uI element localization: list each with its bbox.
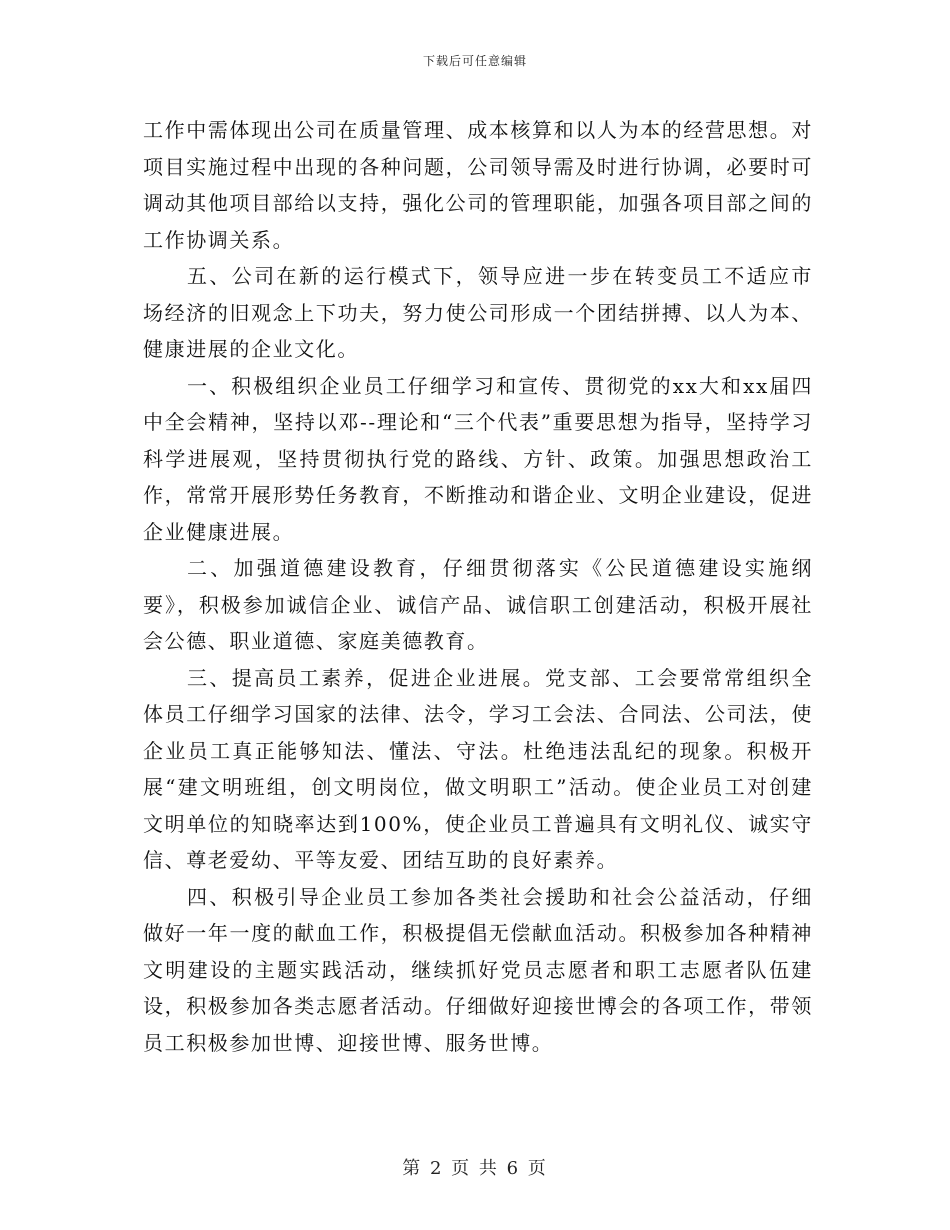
page-header: 下载后可任意编辑	[422, 54, 527, 68]
paragraph-item-4: 四、积极引导企业员工参加各类社会援助和社会公益活动，仔细做好一年一度的献血工作，积极提倡无偿献血活动。积极参加各种精神文明建设的主题实践活动，继续抓好党员志愿者和职工志愿者队伍建设，积极参加各类志愿者活动。仔细做好迎接世博会的各项工作，带领员工积极参加世博、迎接世博、服务世博。	[143, 884, 813, 1055]
page-footer: 第 2 页 共 6 页	[402, 1158, 548, 1179]
paragraph-item-3: 三、提高员工素养，促进企业进展。党支部、工会要常常组织全体员工仔细学习国家的法律、法令，学习工会法、合同法、公司法，使企业员工真正能够知法、懂法、守法。杜绝违法乱纪的现象。积极开展“建文明班组，创文明岗位，做文明职工”活动。使企业员工对创建文明单位的知晓率达到100%，使企业员工普遍具有文明礼仪、诚实守信、尊老爱幼、平等友爱、团结互助的良好素养。	[143, 665, 813, 872]
document-body	[143, 112, 813, 1061]
paragraph-item-2: 二、加强道德建设教育，仔细贯彻落实《公民道德建设实施纲要》，积极参加诚信企业、诚信产品、诚信职工创建活动，积极开展社会公德、职业道德、家庭美德教育。	[143, 556, 813, 653]
paragraph-item-1: 一、积极组织企业员工仔细学习和宣传、贯彻党的xx大和xx届四中全会精神，坚持以邓--理论和“三个代表”重要思想为指导，坚持学习科学进展观，坚持贯彻执行党的路线、方针、政策。加强思想政治工作，常常开展形势任务教育，不断推动和谐企业、文明企业建设，促进企业健康进展。	[143, 373, 813, 544]
paragraph-intro: 工作中需体现出公司在质量管理、成本核算和以人为本的经营思想。对项目实施过程中出现的各种问题，公司领导需及时进行协调，必要时可调动其他项目部给以支持，强化公司的管理职能，加强各项目部之间的工作协调关系。	[143, 118, 813, 252]
paragraph-section-5: 五、公司在新的运行模式下，领导应进一步在转变员工不适应市场经济的旧观念上下功夫，努力使公司形成一个团结拼搏、以人为本、健康进展的企业文化。	[143, 264, 813, 361]
